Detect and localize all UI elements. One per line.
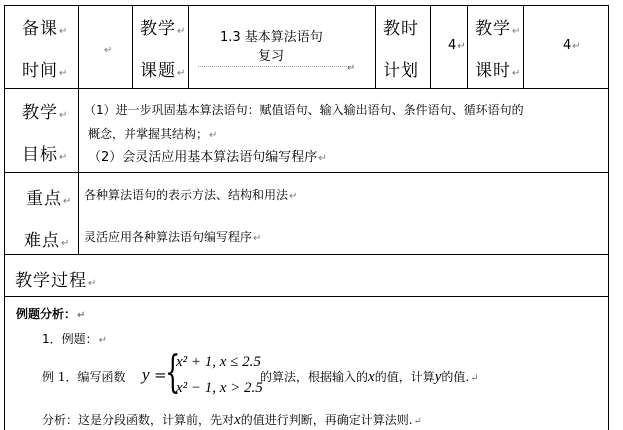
topic-underline xyxy=(198,66,353,67)
table-border-right xyxy=(608,5,609,430)
prep-time-value[interactable]: ↵ xyxy=(104,45,113,56)
table-border-top xyxy=(4,5,609,6)
goal-text[interactable]: （2）会灵活应用基本算法语句编写程序↵ xyxy=(88,150,327,165)
row1-col-divider xyxy=(375,5,376,89)
table-border-left xyxy=(4,5,5,430)
prep-time-label: 备课↵ xyxy=(22,19,69,39)
example-heading: 1．例题：↵ xyxy=(42,332,108,346)
section-title: 例题分析：↵ xyxy=(16,307,86,321)
topic-label: 课题↵ xyxy=(140,61,187,81)
row1-col-divider xyxy=(188,5,189,89)
hours-label: 计划 xyxy=(383,61,419,81)
row1-col-divider xyxy=(430,5,431,89)
difficulty-text[interactable]: 灵活应用各种算法语句编写程序↵ xyxy=(84,230,262,244)
piecewise-brace: { xyxy=(165,347,181,398)
topic-label: 教学↵ xyxy=(140,19,187,39)
goal-text[interactable]: 概念，并掌握其结构；↵ xyxy=(88,127,218,141)
periods-label: 课时↵ xyxy=(475,61,522,81)
row1-col-divider xyxy=(132,5,133,89)
hours-label: 教时 xyxy=(383,19,419,39)
example-statement-rest[interactable]: 的算法，根据输入的x的值，计算y的值.↵ xyxy=(260,369,479,385)
row1-col-divider xyxy=(467,5,468,89)
label-col-divider xyxy=(78,88,79,255)
analysis-text[interactable]: 分析：这是分段函数，计算前，先对x的值进行判断，再确定计算法则.↵ xyxy=(42,412,422,428)
prep-time-label: 时间↵ xyxy=(22,61,69,81)
key-point-label: 重点↵ xyxy=(26,189,73,209)
piecewise-case-2: x² − 1, x > 2.5 xyxy=(176,380,263,396)
func-equals: = xyxy=(154,366,167,384)
periods-value[interactable]: 4↵ xyxy=(563,38,581,53)
periods-label: 教学↵ xyxy=(475,19,522,39)
topic-value[interactable]: 1.3 基本算法语句 xyxy=(220,30,323,45)
goal-label: 教学↵ xyxy=(22,103,69,123)
row1-bottom-rule xyxy=(4,88,609,89)
row1-col-divider xyxy=(523,5,524,89)
process-label: 教学过程↵ xyxy=(15,271,98,291)
row4-bottom-rule xyxy=(4,296,609,297)
topic-value[interactable]: 复习 xyxy=(258,49,285,64)
row1-col-divider xyxy=(78,5,79,89)
piecewise-case-1: x² + 1, x ≤ 2.5 xyxy=(176,354,261,370)
example-statement[interactable]: 例 1．编写函数 xyxy=(42,370,126,384)
row2-bottom-rule xyxy=(4,172,609,173)
key-point-text[interactable]: 各种算法语句的表示方法、结构和用法↵ xyxy=(84,188,298,202)
goal-label: 目标↵ xyxy=(22,145,69,165)
func-y: y xyxy=(142,365,150,384)
topic-para-mark: ↵ xyxy=(347,63,356,74)
hours-value[interactable]: 4↵ xyxy=(448,38,466,53)
row3-bottom-rule xyxy=(4,254,609,255)
difficulty-label: 难点↵ xyxy=(24,231,71,251)
goal-text[interactable]: （1）进一步巩固基本算法语句：赋值语句、输入输出语句、条件语句、循环语句的 xyxy=(84,103,524,117)
